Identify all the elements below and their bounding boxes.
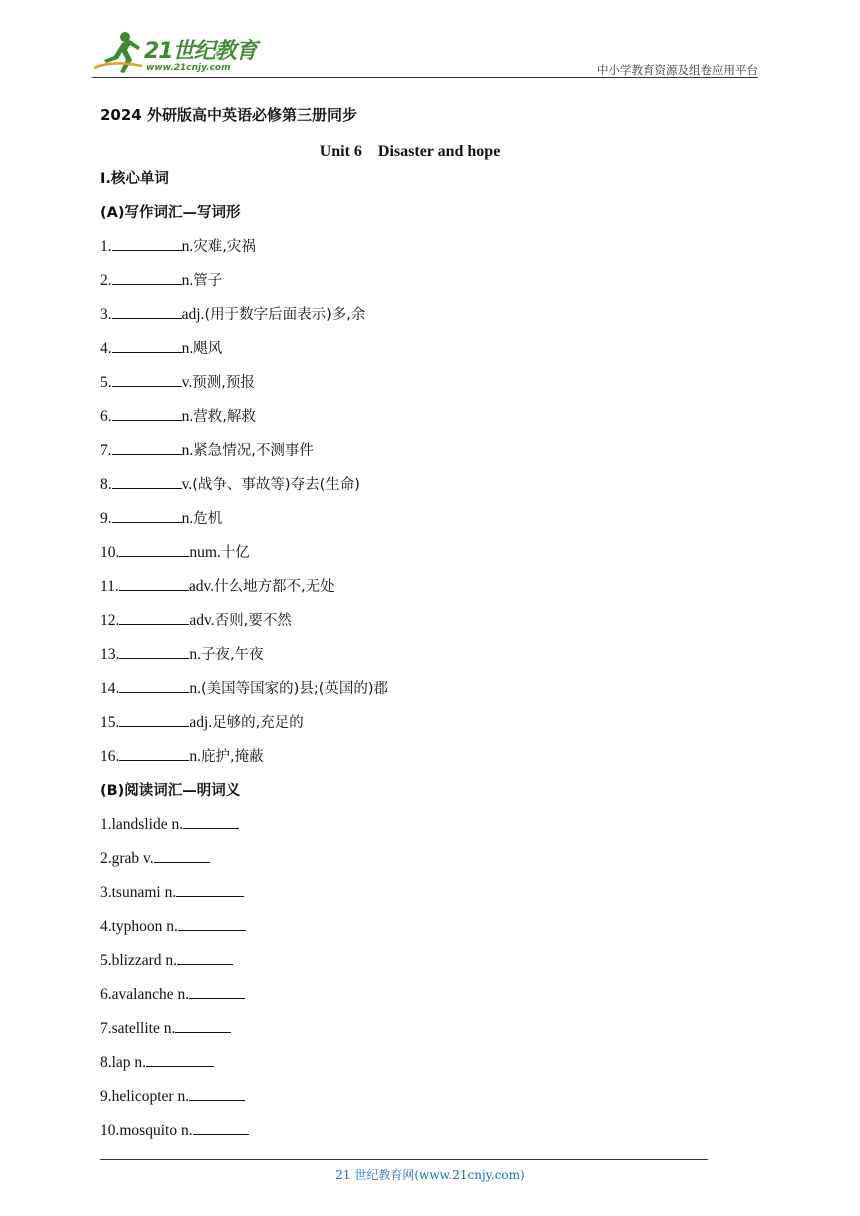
- part-b-list: [100, 808, 720, 1148]
- answer-blank[interactable]: [119, 712, 189, 727]
- answer-blank[interactable]: [119, 576, 189, 591]
- vocab-item: 10. num.十亿: [100, 544, 250, 561]
- answer-blank[interactable]: [178, 916, 246, 931]
- answer-blank[interactable]: [112, 440, 182, 455]
- vocab-item: 2. n.管子: [100, 272, 223, 289]
- answer-blank[interactable]: [119, 644, 189, 659]
- answer-blank[interactable]: [119, 542, 189, 557]
- footer-divider: [100, 1159, 708, 1160]
- page-header: [92, 30, 758, 78]
- vocab-item: 9. n.危机: [100, 510, 223, 527]
- answer-blank[interactable]: [119, 678, 189, 693]
- vocab-item: 5. v.预测,预报: [100, 374, 255, 391]
- reading-vocab-item: 2.grab v.: [100, 842, 720, 876]
- reading-vocab-item: 8.lap n.: [100, 1046, 720, 1080]
- vocab-item: 8. v.(战争、事故等)夺去(生命): [100, 476, 360, 493]
- vocab-item: 4. n.飓风: [100, 340, 223, 357]
- answer-blank[interactable]: [176, 882, 244, 897]
- runner-logo-icon: [92, 30, 146, 76]
- reading-vocab-item: 7.satellite n.: [100, 1012, 720, 1046]
- reading-vocab-item: 1.landslide n.: [100, 808, 720, 842]
- answer-blank[interactable]: [112, 338, 182, 353]
- vocab-item: 15. adj.足够的,充足的: [100, 714, 304, 731]
- reading-vocab-item: 3.tsunami n.: [100, 876, 720, 910]
- answer-blank[interactable]: [112, 508, 182, 523]
- document-body: [100, 104, 720, 1148]
- answer-blank[interactable]: [112, 474, 182, 489]
- reading-vocab-item: 5.blizzard n.: [100, 944, 720, 978]
- logo: [92, 30, 262, 76]
- doc-subtitle: Unit 6 Disaster and hope: [319, 143, 501, 160]
- answer-blank[interactable]: [112, 372, 182, 387]
- answer-blank[interactable]: [119, 746, 189, 761]
- vocab-item: 13. n.子夜,午夜: [100, 646, 264, 663]
- answer-blank[interactable]: [154, 848, 210, 863]
- part-b-heading: (B)阅读词汇—明词义: [100, 783, 241, 799]
- footer-text: 21 世纪教育网(www.21cnjy.com): [335, 1168, 525, 1182]
- doc-title: 2024 外研版高中英语必修第三册同步: [100, 106, 357, 124]
- answer-blank[interactable]: [177, 950, 233, 965]
- answer-blank[interactable]: [175, 1018, 231, 1033]
- reading-vocab-item: 10.mosquito n.: [100, 1114, 720, 1148]
- header-platform-text: 中小学教育资源及组卷应用平台: [597, 63, 758, 77]
- reading-vocab-item: 4.typhoon n.: [100, 910, 720, 944]
- answer-blank[interactable]: [112, 270, 182, 285]
- answer-blank[interactable]: [193, 1120, 249, 1135]
- vocab-item: 7. n.紧急情况,不测事件: [100, 442, 314, 459]
- answer-blank[interactable]: [112, 236, 182, 251]
- vocab-item: 12. adv.否则,要不然: [100, 612, 292, 629]
- vocab-item: 3. adj.(用于数字后面表示)多,余: [100, 306, 366, 323]
- reading-vocab-item: 9.helicopter n.: [100, 1080, 720, 1114]
- vocab-item: 16. n.庇护,掩蔽: [100, 748, 264, 765]
- answer-blank[interactable]: [112, 304, 182, 319]
- answer-blank[interactable]: [183, 814, 239, 829]
- vocab-item: 14. n.(美国等国家的)县;(英国的)郡: [100, 680, 389, 697]
- vocab-item: 11. adv.什么地方都不,无处: [100, 578, 335, 595]
- logo-text: 21世纪教育: [144, 39, 257, 64]
- vocab-item: 1. n.灾难,灾祸: [100, 238, 256, 255]
- reading-vocab-item: 6.avalanche n.: [100, 978, 720, 1012]
- logo-url: www.21cnjy.com: [146, 63, 231, 73]
- section-heading: Ⅰ.核心单词: [100, 171, 169, 187]
- answer-blank[interactable]: [189, 984, 245, 999]
- header-divider: [92, 77, 758, 78]
- answer-blank[interactable]: [119, 610, 189, 625]
- part-a-heading: (A)写作词汇—写词形: [100, 205, 241, 221]
- vocab-item: 6. n.营救,解救: [100, 408, 256, 425]
- part-a-list: [100, 230, 720, 774]
- answer-blank[interactable]: [146, 1052, 214, 1067]
- answer-blank[interactable]: [112, 406, 182, 421]
- answer-blank[interactable]: [189, 1086, 245, 1101]
